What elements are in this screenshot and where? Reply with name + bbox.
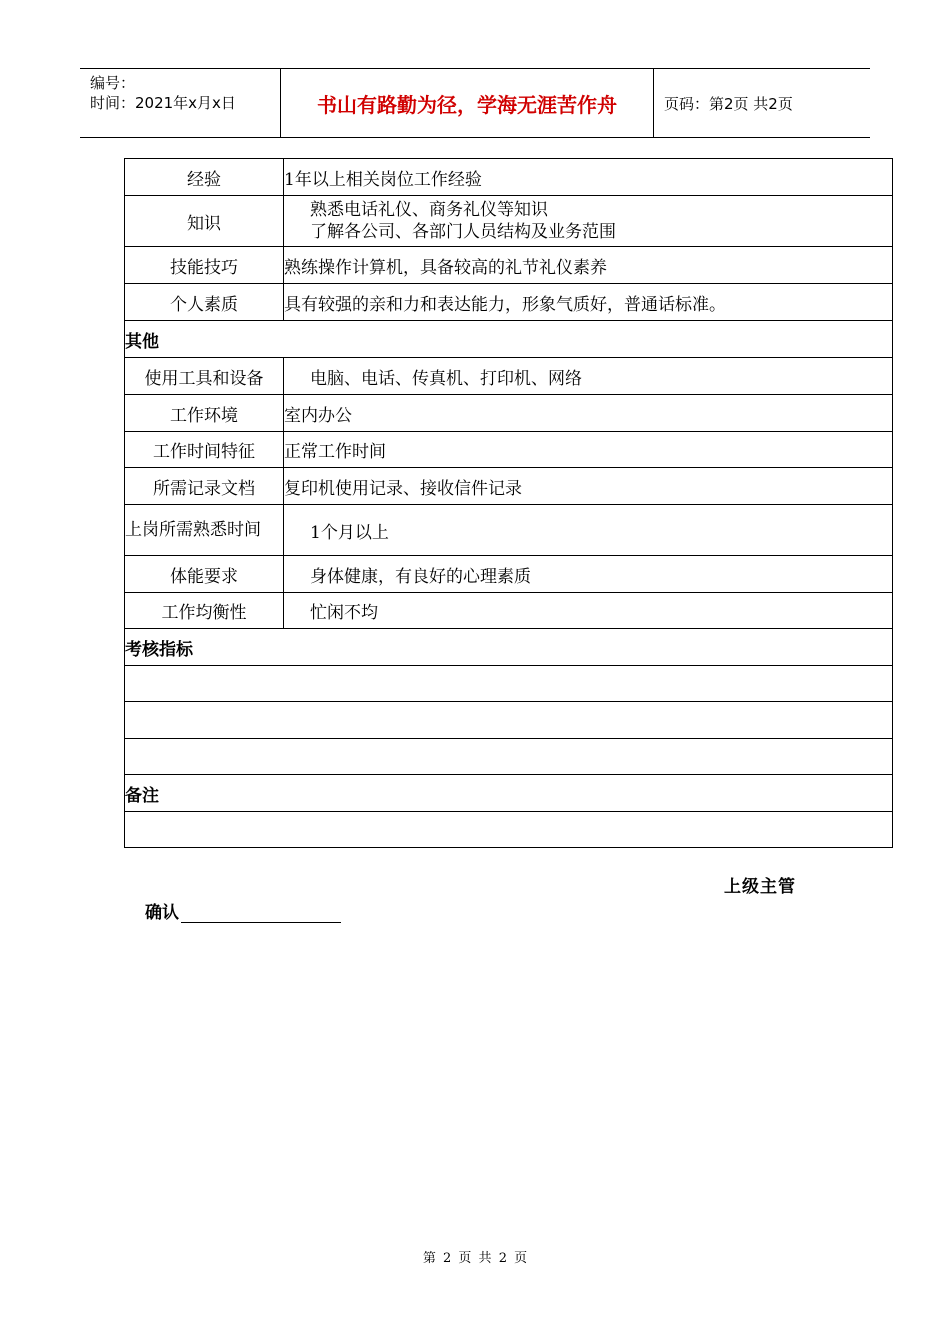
environment-label: 工作环境 [125,395,284,432]
table-row [125,284,893,321]
confirm-signature [145,898,341,923]
kpi-empty-row [125,702,893,739]
number-label: 编号： [90,74,136,92]
personal-label: 个人素质 [125,284,284,321]
table-row [125,593,893,629]
records-label: 所需记录文档 [125,468,284,505]
table-row [125,247,893,284]
knowledge-line: 熟悉电话礼仪、商务礼仪等知识 [310,200,548,220]
tools-value: 电脑、电话、传真机、打印机、网络 [284,358,893,395]
experience-label: 经验 [125,159,284,196]
physical-value: 身体健康，有良好的心理素质 [284,556,893,593]
balance-value: 忙闲不均 [284,593,893,629]
remarks-empty-row [125,812,893,848]
kpi-empty-row [125,666,893,702]
environment-value: 室内办公 [284,395,893,432]
table-row [125,321,893,358]
records-value: 复印机使用记录、接收信件记录 [284,468,893,505]
familiar-time-label: 上岗所需熟悉时间 [125,505,284,556]
tools-label: 使用工具和设备 [125,358,284,395]
table-row [125,159,893,196]
table-row [125,556,893,593]
physical-label: 体能要求 [125,556,284,593]
header-page-label: 页码：第2页 共2页 [664,94,793,113]
table-row [125,468,893,505]
other-section-title: 其他 [125,321,893,358]
familiar-time-value: 1个月以上 [284,505,893,556]
balance-label: 工作均衡性 [125,593,284,629]
knowledge-value [284,196,893,247]
table-row [125,395,893,432]
signature-line[interactable] [181,904,341,923]
table-row [125,358,893,395]
table-row [125,702,893,739]
table-row [125,629,893,666]
knowledge-label: 知识 [125,196,284,247]
page-header [80,68,870,138]
confirm-label: 确认 [145,903,179,923]
table-row [125,196,893,247]
table-row [125,812,893,848]
header-meta [80,69,281,137]
kpi-section-title: 考核指标 [125,629,893,666]
header-motto: 书山有路勤为径，学海无涯苦作舟 [281,69,654,137]
kpi-empty-row [125,739,893,775]
skills-label: 技能技巧 [125,247,284,284]
remarks-section-title: 备注 [125,775,893,812]
knowledge-line: 了解各公司、各部门人员结构及业务范围 [310,222,616,242]
supervisor-label: 上级主管 [724,877,796,897]
table-row [125,505,893,556]
time-label: 时间：2021年x月x日 [90,94,236,112]
work-time-label: 工作时间特征 [125,432,284,468]
job-description-table [124,158,893,848]
table-row [125,432,893,468]
skills-value: 熟练操作计算机，具备较高的礼节礼仪素养 [284,247,893,284]
table-row [125,739,893,775]
table-row [125,775,893,812]
table-row [125,666,893,702]
work-time-value: 正常工作时间 [284,432,893,468]
personal-value: 具有较强的亲和力和表达能力，形象气质好，普通话标准。 [284,284,893,321]
experience-value: 1年以上相关岗位工作经验 [284,159,893,196]
page-footer: 第 2 页 共 2 页 [422,1251,528,1266]
